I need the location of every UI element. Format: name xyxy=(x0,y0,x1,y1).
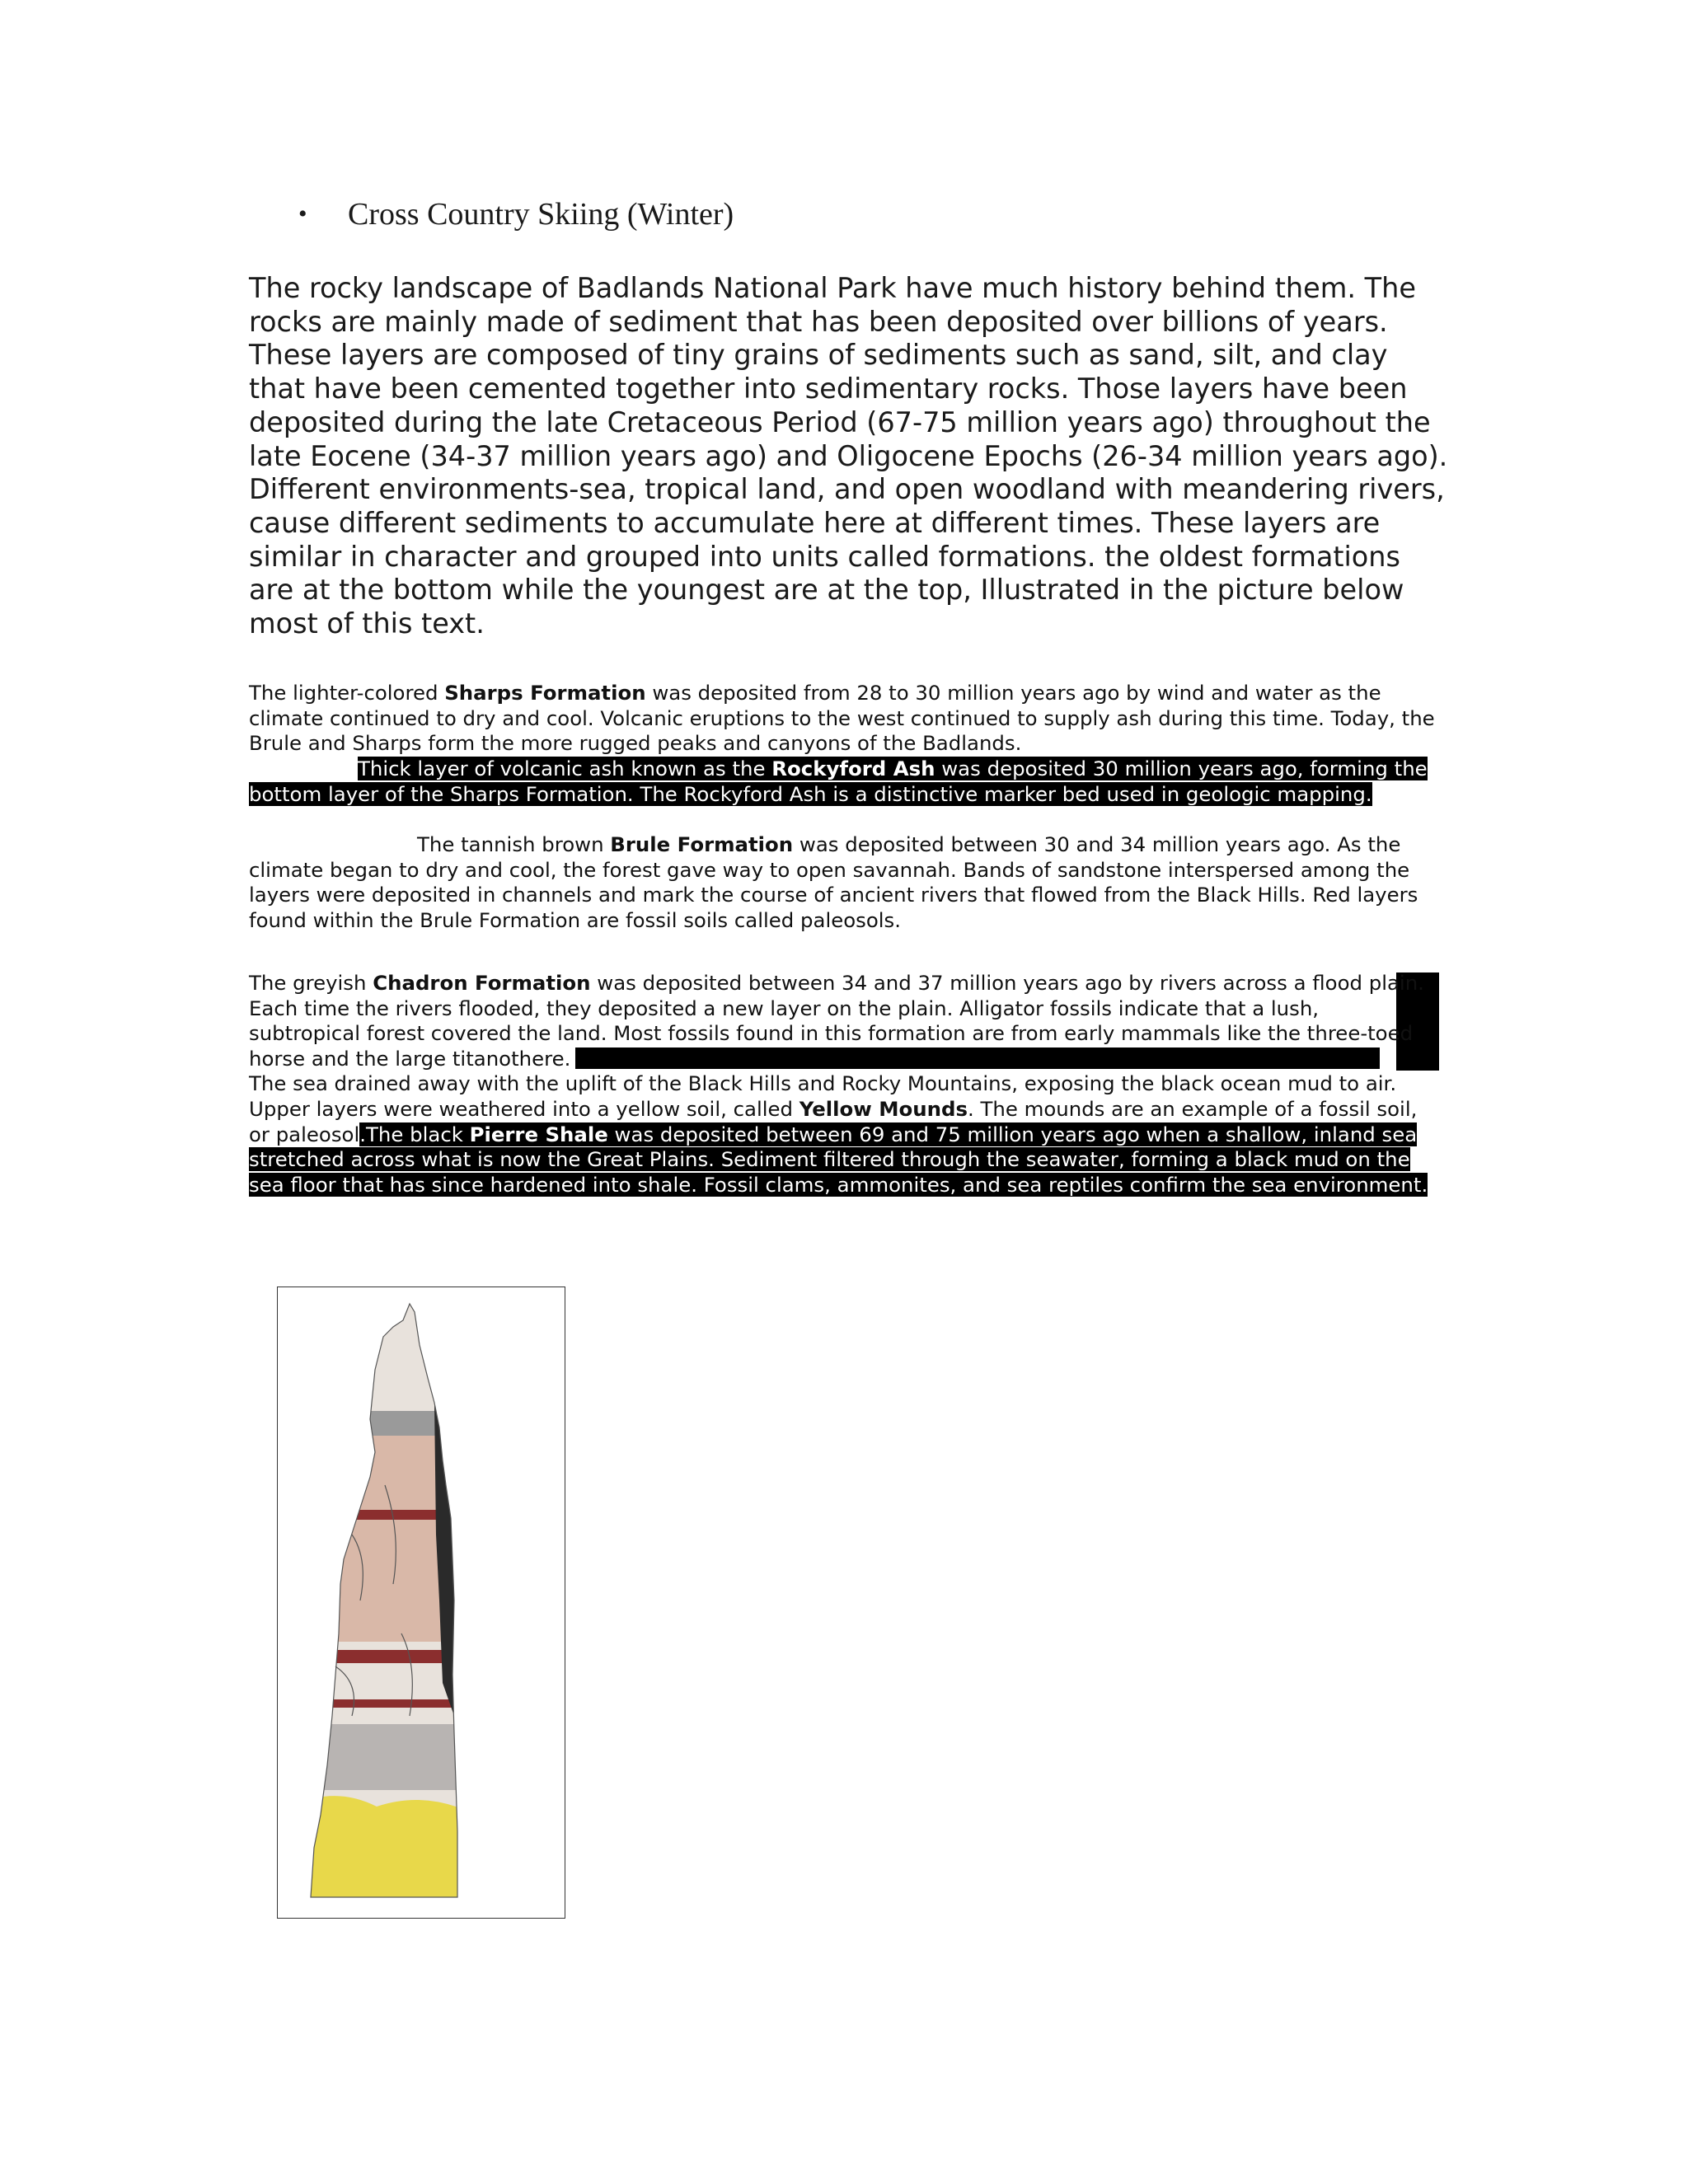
rock-layers-illustration xyxy=(278,1287,564,1917)
yellow-mounds-name: Yellow Mounds xyxy=(799,1096,968,1121)
brule-paragraph xyxy=(249,832,1452,933)
sharps-formation-name: Sharps Formation xyxy=(444,681,646,705)
rock-layers-figure xyxy=(277,1286,565,1919)
ash-pre: Thick layer of volcanic ash known as the xyxy=(358,757,772,780)
chadron-formation-name: Chadron Formation xyxy=(373,971,591,995)
bullet-text: Cross Country Skiing (Winter) xyxy=(348,197,734,232)
paleosol-band xyxy=(278,1699,564,1708)
chadron-pre: The greyish xyxy=(249,971,373,995)
chadron-layer xyxy=(278,1724,564,1790)
pierre-post: was deposited between 69 and 75 million years ago when a shallow, inland sea stretched across what is now the Great Plains. Sediment filtered through the seawater, forming a black mud on the sea floor that has since hardened into shale. Fossil clams, ammonites, and sea reptiles confirm the sea environment. xyxy=(249,1122,1428,1197)
yellow-mounds-layer xyxy=(278,1796,476,1917)
rockyford-ash-layer xyxy=(278,1411,564,1436)
brule-layer xyxy=(278,1436,564,1642)
yellow-pre: The sea drained away with the uplift of the Black Hills and Rocky Mountains, exposing the black ocean mud to air. Upper layers were weathered into a yellow soil, called xyxy=(249,1071,1397,1121)
chadron-post: was deposited between 34 and 37 million years ago by rivers across a flood plain. Each time the rivers flooded, they deposited a new layer on the plain. Alligator fossils indicate that a lush, subtropical forest covered the land. Most fossils found in this formation are from early mammals like the three-toed horse and the large titanothere. xyxy=(249,971,1424,1071)
rockyford-ash-name: Rockyford Ash xyxy=(771,757,935,780)
intro-paragraph: The rocky landscape of Badlands National Park have much history behind them. The rocks are mainly made of sediment that has been deposited over billions of years. These layers are composed of tiny grains of sediments such as sand, silt, and clay that have been cemented together into sedimentary rocks. Those layers have been deposited during the late Cretaceous Period (67-75 million years ago) throughout the late Eocene (34-37 million years ago) and Oligocene Epochs (26-34 million years ago). Different environments-sea, tropical land, and open woodland with meandering rivers, cause different sediments to accumulate here at different times. These layers are similar in character and grouped into units called formations. the oldest formations are at the bottom while the youngest are at the top, Illustrated in the picture below most of this text. xyxy=(249,272,1448,640)
chadron-paragraph xyxy=(249,971,1436,1197)
bullet-item xyxy=(298,196,734,232)
brule-post: was deposited between 30 and 34 million years ago. As the climate began to dry and cool, the forest gave way to open savannah. Bands of sandstone interspersed among the layers were deposited in channels and mark the course of ancient rivers that flowed from the Black Hills. Red layers found within the Brule Formation are fossil soils called paleosols. xyxy=(249,832,1418,932)
brule-formation-name: Brule Formation xyxy=(610,832,794,856)
yellow-post: . The mounds are an example of a fossil soil, or paleosol xyxy=(249,1096,1418,1146)
pierre-pre: .The black xyxy=(359,1122,470,1146)
brule-pre: The tannish brown xyxy=(417,832,611,856)
paleosol-band xyxy=(278,1510,564,1520)
pierre-shale-name: Pierre Shale xyxy=(469,1122,608,1146)
sharps-paragraph xyxy=(249,681,1452,757)
sharps-pre: The lighter-colored xyxy=(249,681,445,705)
bullet-dot-icon: • xyxy=(298,200,307,227)
ash-post: was deposited 30 million years ago, forming the bottom layer of the Sharps Formation. The Rockyford Ash is a distinctive marker bed used in geologic mapping. xyxy=(249,757,1428,806)
redaction-bar xyxy=(575,1047,1380,1069)
rockyford-ash-paragraph xyxy=(249,757,1452,807)
paleosol-band xyxy=(278,1650,564,1663)
sharps-post: was deposited from 28 to 30 million years ago by wind and water as the climate continued to dry and cool. Volcanic eruptions to the west continued to supply ash during this time. Today, the Brule and Sharps form the more rugged peaks and canyons of the Badlands. xyxy=(249,681,1435,756)
